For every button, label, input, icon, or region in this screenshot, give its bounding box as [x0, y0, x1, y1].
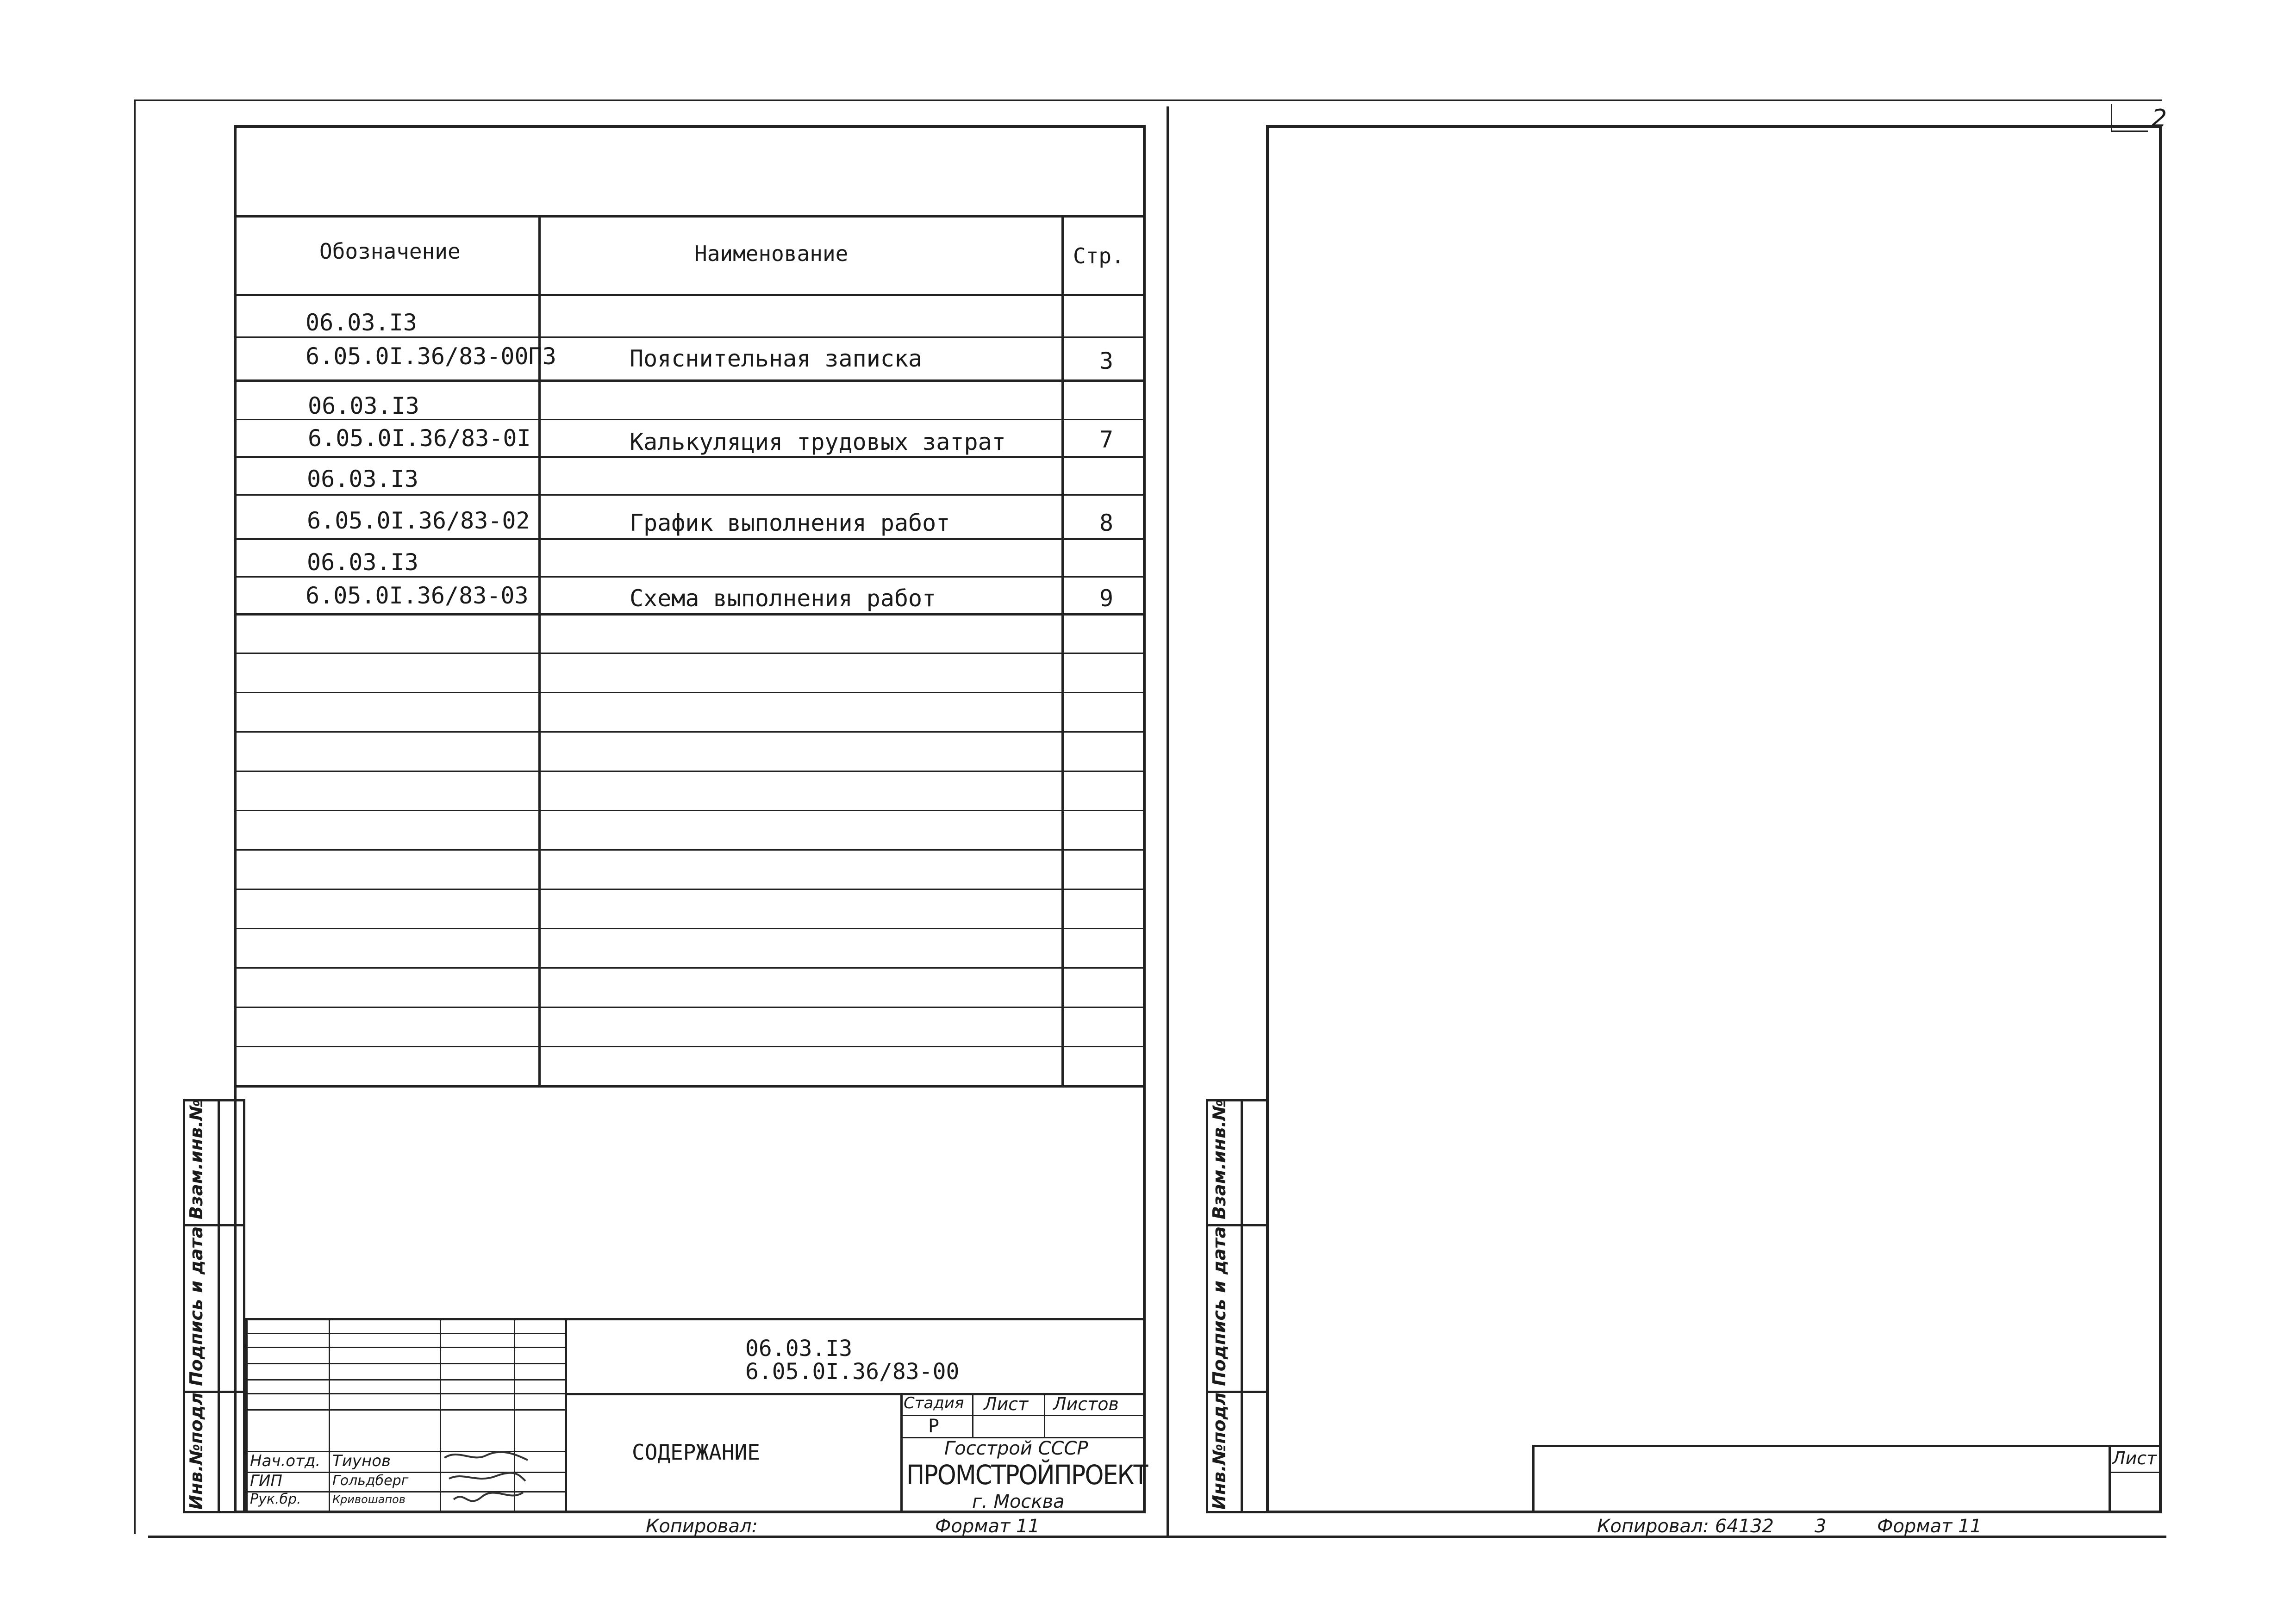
sign-role-2: ГИП [250, 1472, 282, 1490]
toc-row-2-page: 7 [1099, 426, 1114, 453]
stage-value: Р [928, 1416, 940, 1437]
toc-row-2-code2: 6.05.0I.36/83-0I [308, 425, 531, 452]
header-name: Наименование [694, 241, 849, 266]
header-page: Стр. [1073, 243, 1124, 268]
handwritten-signatures [440, 1444, 532, 1513]
org-line2: ПРОМСТРОЙПРОЕКТ [906, 1459, 1148, 1491]
toc-row-4-code1: 06.03.I3 [307, 549, 418, 576]
toc-row-2-name: Калькуляция трудовых затрат [630, 429, 1006, 455]
toc-row-3-page: 8 [1099, 510, 1114, 536]
toc-row-1-code1: 06.03.I3 [306, 309, 417, 336]
left-footer-format: Формат 11 [935, 1516, 1040, 1537]
toc-row-3-code2: 6.05.0I.36/83-02 [307, 507, 530, 534]
toc-row-1-page: 3 [1099, 348, 1114, 374]
sign-role-1: Нач.отд. [250, 1452, 321, 1470]
right-footer-num: 3 [1815, 1516, 1827, 1537]
stage-label: Стадия [904, 1394, 964, 1412]
sheet-label: Лист [984, 1394, 1029, 1414]
right-side-inv-podl: Инв.№подл [1209, 1392, 1229, 1510]
toc-row-2-code1: 06.03.I3 [308, 392, 419, 419]
right-footer-copied: Копировал: 64132 [1597, 1516, 1774, 1537]
toc-row-1-name: Пояснительная записка [630, 345, 923, 372]
header-designation: Обозначение [319, 239, 461, 264]
toc-row-4-page: 9 [1099, 585, 1114, 612]
right-stamp-sheet-label: Лист [2112, 1448, 2157, 1468]
page-number: 2 [2152, 105, 2167, 132]
right-sheet-frame [1266, 125, 2162, 1513]
left-side-inv-podl: Инв.№подл [186, 1392, 206, 1510]
left-footer-copied: Копировал: [646, 1516, 758, 1537]
toc-row-1-code2: 6.05.0I.36/83-00ПЗ [306, 343, 556, 370]
toc-row-3-code1: 06.03.I3 [307, 466, 418, 492]
org-line3: г. Москва [972, 1491, 1065, 1512]
stamp-doc-code1: 06.03.I3 [745, 1336, 853, 1362]
toc-row-3-name: График выполнения работ [630, 510, 950, 536]
right-side-vzam-inv: Взам.инв.№ [1209, 1099, 1229, 1219]
left-side-vzam-inv: Взам.инв.№ [186, 1099, 206, 1219]
sign-name-1: Тиунов [332, 1452, 391, 1470]
toc-row-4-code2: 6.05.0I.36/83-03 [306, 582, 529, 609]
sign-role-3: Рук.бр. [250, 1491, 301, 1507]
stamp-doc-code2: 6.05.0I.36/83-00 [745, 1359, 960, 1385]
right-footer-format: Формат 11 [1877, 1516, 1982, 1537]
stamp-title: СОДЕРЖАНИЕ [632, 1440, 760, 1465]
sign-name-3: Кривошапов [332, 1493, 406, 1506]
org-line1: Госстрой СССР [944, 1438, 1088, 1459]
right-side-podpis-data: Подпись и дата [1209, 1226, 1229, 1386]
sheets-label: Листов [1053, 1394, 1119, 1414]
toc-row-4-name: Схема выполнения работ [630, 585, 936, 612]
left-side-podpis-data: Подпись и дата [186, 1226, 206, 1386]
sign-name-2: Гольдберг [332, 1473, 409, 1489]
